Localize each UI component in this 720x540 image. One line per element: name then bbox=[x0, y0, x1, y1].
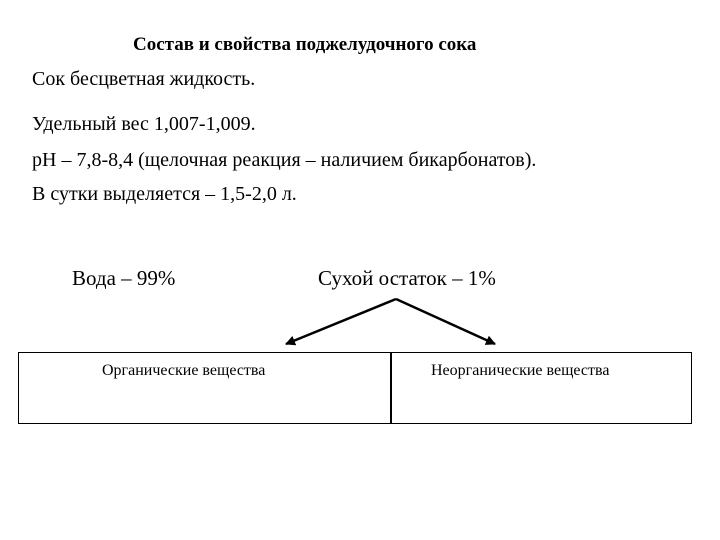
organic-substances-label: Органические вещества bbox=[102, 362, 266, 379]
text-line-ph: pH – 7,8-8,4 (щелочная реакция – наличием бикарбонатов). bbox=[32, 149, 537, 171]
substances-table bbox=[18, 352, 692, 424]
text-line-color: Сок бесцветная жидкость. bbox=[32, 68, 256, 90]
dry-residue-label: Сухой остаток – 1% bbox=[318, 266, 496, 290]
text-line-specific-weight: Удельный вес 1,007-1,009. bbox=[32, 113, 256, 135]
water-label: Вода – 99% bbox=[72, 266, 176, 290]
table-divider bbox=[390, 353, 392, 423]
inorganic-substances-label: Неорганические вещества bbox=[431, 362, 610, 379]
page-title: Состав и свойства поджелудочного сока bbox=[133, 34, 477, 55]
text-line-daily-volume: В сутки выделяется – 1,5-2,0 л. bbox=[32, 183, 297, 205]
arrow-to-inorganic bbox=[396, 299, 495, 344]
arrow-to-organic bbox=[286, 299, 396, 344]
